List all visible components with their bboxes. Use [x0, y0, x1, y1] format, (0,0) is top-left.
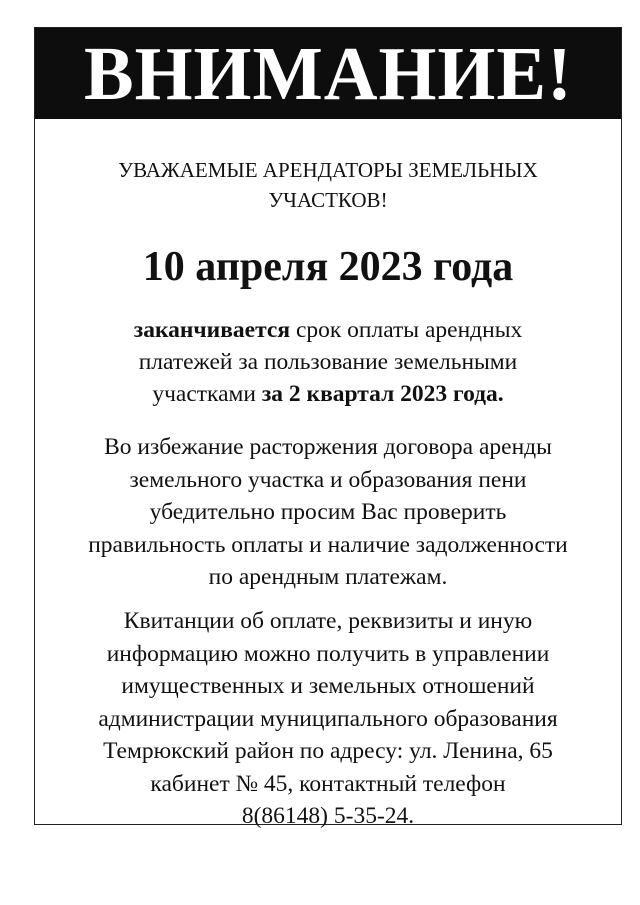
deadline-emphasis: заканчивается — [133, 317, 291, 343]
deadline-date: 10 апреля 2023 года — [142, 244, 514, 290]
warning-line: Во избежание расторжения договора аренды — [104, 434, 552, 460]
notice-frame — [34, 27, 622, 829]
greeting-heading — [35, 155, 621, 215]
warning-line: по арендным платежам. — [208, 564, 448, 590]
deadline-line-3 — [35, 378, 621, 410]
warning-line: правильность оплаты и наличие задолженности — [88, 531, 568, 558]
contacts-phone-line: 8(86148) 5-35-24. — [241, 803, 415, 829]
warning-line: убедительно просим Вас проверить — [149, 499, 507, 525]
contacts-line: Квитанции об оплате, реквизиты и иную — [123, 608, 533, 634]
deadline-line-1-rest: срок оплаты арендных — [290, 317, 523, 343]
attention-banner — [35, 28, 621, 119]
deadline-line-1 — [35, 314, 621, 346]
deadline-period: за 2 квартал 2023 года. — [261, 381, 504, 407]
contacts-office-line: кабинет № 45, контактный телефон — [150, 770, 506, 797]
deadline-line-2: платежей за пользование земельными — [138, 349, 518, 375]
banner-title: ВНИМАНИЕ! — [83, 31, 573, 116]
warning-paragraph — [35, 431, 621, 594]
deadline-line-3-start: участками — [152, 381, 262, 407]
contacts-line: администрации муниципального образования — [98, 705, 558, 732]
contacts-line: информацию можно получить в управлении — [106, 640, 550, 667]
deadline-paragraph — [35, 314, 621, 410]
warning-line: земельного участка и образования пени — [129, 466, 527, 493]
contacts-paragraph — [35, 605, 621, 833]
contacts-line: имущественных и земельных отношений — [121, 673, 535, 699]
greeting-line-1: УВАЖАЕМЫЕ АРЕНДАТОРЫ ЗЕМЕЛЬНЫХ — [118, 158, 538, 182]
contacts-address-line: Темрюкский район по адресу: ул. Ленина, 65 — [103, 738, 553, 764]
greeting-line-2: УЧАСТКОВ! — [268, 188, 388, 212]
